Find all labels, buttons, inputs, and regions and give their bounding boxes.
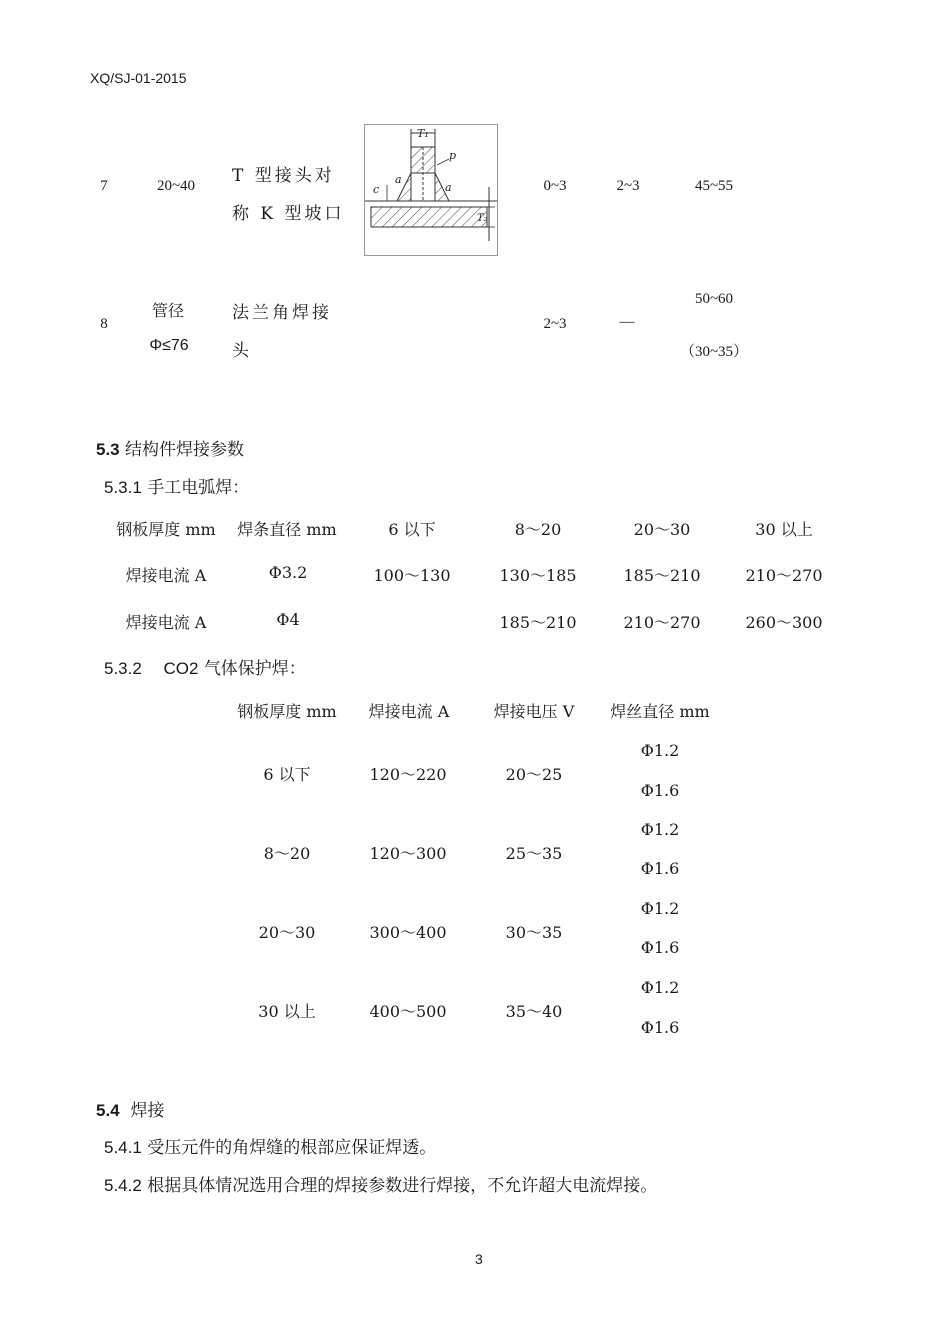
section-5-3-heading (96, 435, 244, 460)
section-5-4-title: 焊接 (130, 1101, 165, 1121)
section-5-3-1-title: 手工电弧焊： (147, 478, 250, 498)
clause-5-4-1-number: 5.4.1 (104, 1138, 142, 1157)
row8-gap: 2~3 (543, 316, 567, 332)
row7-angle: 45~55 (694, 178, 734, 194)
row7-thickness: 20~40 (156, 178, 196, 194)
arc-row2-label: 焊接电流 A (125, 613, 207, 632)
section-5-3-2-title: 气体保护焊： (203, 659, 306, 679)
co2-row1-wire-a: Φ1.2 (640, 741, 680, 760)
row8-blunt: — (619, 314, 635, 330)
arc-row2-col4: 260～300 (745, 613, 823, 632)
row7-blunt: 2~3 (616, 178, 640, 194)
arc-row2-electrode: Φ4 (276, 610, 300, 629)
co2-row2-voltage: 25～35 (505, 844, 563, 863)
label-c: c (373, 183, 380, 196)
arc-header-col2: 8～20 (514, 520, 562, 539)
co2-row3-wire-a: Φ1.2 (640, 899, 680, 918)
co2-row1-current: 120～220 (369, 765, 447, 784)
section-5-4-number: 5.4 (96, 1101, 120, 1120)
arc-header-col1: 6 以下 (388, 520, 436, 539)
co2-row2-wire-a: Φ1.2 (640, 820, 680, 839)
row8-name-line2: 头 (232, 341, 252, 361)
section-5-3-title: 结构件焊接参数 (125, 440, 245, 460)
section-5-3-2-number: 5.3.2 (104, 659, 142, 678)
co2-row4-wire-b: Φ1.6 (640, 1018, 680, 1037)
section-5-3-2-heading (104, 654, 306, 679)
arc-row1-label: 焊接电流 A (125, 566, 207, 585)
arc-row2-col3: 210～270 (623, 613, 701, 632)
row8-name-line1: 法兰角焊接 (232, 303, 332, 323)
section-5-3-1-heading (104, 473, 249, 498)
row8-angle: 50~60 (694, 291, 734, 307)
section-5-4-heading (96, 1096, 164, 1121)
co2-row4-current: 400～500 (369, 1002, 447, 1021)
row8-number: 8 (100, 316, 108, 332)
arc-row1-col3: 185～210 (623, 566, 701, 585)
arc-header-thickness: 钢板厚度 mm (116, 520, 216, 539)
label-a-left: a (395, 173, 402, 186)
row7-name-line2: 称 K 型坡口 (232, 204, 345, 224)
co2-row1-thickness: 6 以下 (263, 765, 311, 784)
document-code: XQ/SJ-01-2015 (90, 70, 187, 86)
arc-row1-electrode: Φ3.2 (268, 563, 308, 582)
arc-row1-col1: 100～130 (373, 566, 451, 585)
co2-row3-wire-b: Φ1.6 (640, 938, 680, 957)
co2-header-voltage: 焊接电压 V (493, 702, 575, 721)
clause-5-4-1 (104, 1133, 436, 1158)
co2-row4-voltage: 35～40 (505, 1002, 563, 1021)
co2-row1-voltage: 20～25 (505, 765, 563, 784)
arc-header-electrode: 焊条直径 mm (237, 520, 337, 539)
co2-header-current: 焊接电流 A (368, 702, 450, 721)
co2-row3-voltage: 30～35 (505, 923, 563, 942)
co2-row4-wire-a: Φ1.2 (640, 978, 680, 997)
co2-header-thickness: 钢板厚度 mm (237, 702, 337, 721)
arc-header-col3: 20～30 (633, 520, 691, 539)
label-t1: T₁ (417, 127, 429, 140)
co2-row2-current: 120～300 (369, 844, 447, 863)
row7-name-line1: T 型接头对 (232, 166, 335, 186)
label-t2: T₂ (477, 213, 488, 224)
clause-5-4-2 (104, 1171, 657, 1196)
co2-row2-wire-b: Φ1.6 (640, 859, 680, 878)
k-groove-drawing (365, 125, 497, 255)
arc-row2-col2: 185～210 (499, 613, 577, 632)
label-p: p (449, 149, 457, 162)
row8-angle-alt: （30~35） (679, 344, 749, 360)
clause-5-4-2-number: 5.4.2 (104, 1176, 142, 1195)
co2-row1-wire-b: Φ1.6 (640, 781, 680, 800)
row7-gap: 0~3 (543, 178, 567, 194)
co2-row4-thickness: 30 以上 (258, 1002, 316, 1021)
section-5-3-number: 5.3 (96, 440, 120, 459)
co2-row2-thickness: 8～20 (263, 844, 311, 863)
row7-number: 7 (100, 178, 108, 194)
section-5-3-1-number: 5.3.1 (104, 478, 142, 497)
arc-header-col4: 30 以上 (755, 520, 813, 539)
co2-row3-thickness: 20～30 (258, 923, 316, 942)
row8-thickness-line2: Φ≤76 (149, 337, 189, 354)
section-5-3-2-code: CO2 (163, 659, 199, 678)
row8-thickness-line1: 管径 (151, 301, 185, 320)
page-number: 3 (475, 1251, 483, 1267)
clause-5-4-2-text: 根据具体情况选用合理的焊接参数进行焊接，不允许超大电流焊接。 (147, 1176, 658, 1196)
co2-row3-current: 300～400 (369, 923, 447, 942)
label-a-right: a (445, 181, 452, 194)
arc-row1-col2: 130～185 (499, 566, 577, 585)
co2-header-wire: 焊丝直径 mm (610, 702, 710, 721)
arc-row1-col4: 210～270 (745, 566, 823, 585)
k-groove-diagram (364, 124, 498, 256)
clause-5-4-1-text: 受压元件的角焊缝的根部应保证焊透。 (147, 1138, 437, 1158)
